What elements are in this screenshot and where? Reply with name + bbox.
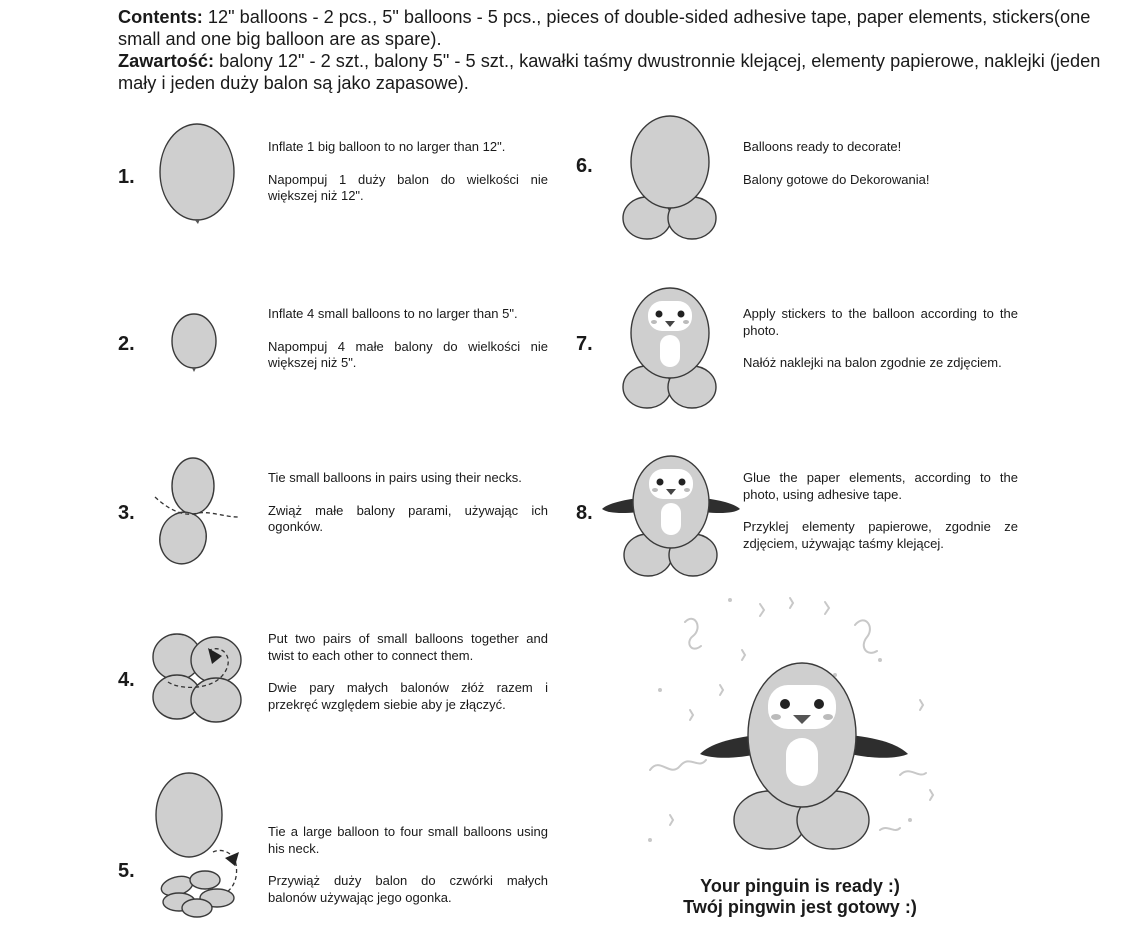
step-4-number: 4. — [118, 669, 135, 691]
step-2-number: 2. — [118, 333, 135, 355]
step-7-illustration — [620, 287, 720, 412]
step-2-pl: Napompuj 4 małe balony do wielkości nie większej niż 5". — [268, 338, 548, 370]
step-8-pl: Przyklej elementy papierowe, zgodnie ze zdjęciem, używając taśmy klejącej. — [743, 519, 1018, 551]
final-message-pl: Twój pingwin jest gotowy :) — [683, 897, 917, 917]
contents-en — [118, 6, 1128, 50]
contents-pl — [118, 50, 1128, 94]
step-4-illustration — [150, 630, 245, 725]
step-7-en: Apply stickers to the balloon according to the photo. — [743, 306, 1018, 338]
step-7-text — [743, 306, 1018, 388]
step-1-pl: Napompuj 1 duży balon do wielkości nie większej niż 12". — [268, 171, 548, 203]
final-message-en: Your pinguin is ready :) — [700, 876, 900, 896]
step-2-text — [268, 306, 548, 388]
step-4-text — [268, 631, 548, 729]
step-4-en: Put two pairs of small balloons together and twist to each other to connect them. — [268, 631, 548, 663]
step-8-illustration — [596, 455, 746, 580]
step-7-number: 7. — [576, 333, 593, 355]
step-5-pl: Przywiąż duży balon do czwórki małych balonów używając jego ogonka. — [268, 873, 548, 905]
step-6-illustration — [620, 115, 720, 245]
step-8-number: 8. — [576, 502, 593, 524]
step-3-en: Tie small balloons in pairs using their necks. — [268, 470, 522, 485]
step-2-en: Inflate 4 small balloons to no larger than 5". — [268, 306, 518, 321]
step-6-pl: Balony gotowe do Dekorowania! — [743, 171, 930, 187]
zawartosc-label: Zawartość: — [118, 51, 215, 71]
step-1-number: 1. — [118, 166, 135, 188]
step-3-pl: Zwiąż małe balony parami, używając ich ogonków. — [268, 502, 548, 534]
step-5-text — [268, 824, 548, 922]
step-8-en: Glue the paper elements, according to the photo, using adhesive tape. — [743, 470, 1018, 502]
contents-header — [118, 6, 1128, 94]
step-5-number: 5. — [118, 860, 135, 882]
step-4-pl: Dwie pary małych balonów złóż razem i przekręć względem siebie aby je złączyć. — [268, 680, 548, 712]
step-3-text — [268, 470, 548, 552]
step-8-text — [743, 470, 1018, 568]
step-3-illustration — [150, 455, 240, 565]
step-6-en: Balloons ready to decorate! — [743, 139, 902, 154]
step-5-en: Tie a large balloon to four small balloons using his neck. — [268, 824, 548, 856]
step-6-number: 6. — [576, 155, 593, 177]
final-penguin-illustration — [630, 590, 960, 870]
final-message — [620, 876, 980, 918]
step-2-illustration — [170, 313, 220, 375]
contents-text: 12" balloons - 2 pcs., 5" balloons - 5 pcs., pieces of double-sided adhesive tape, paper elements, stickers(one small and one big balloon are as spare). — [118, 7, 1091, 49]
step-1-illustration — [155, 125, 245, 225]
contents-label: Contents: — [118, 7, 203, 27]
step-5-illustration — [155, 770, 255, 920]
step-1-en: Inflate 1 big balloon to no larger than 12". — [268, 139, 506, 154]
step-7-pl: Nałóż naklejki na balon zgodnie ze zdjęciem. — [743, 355, 1002, 370]
step-6-text — [743, 139, 1018, 204]
zawartosc-text: balony 12" - 2 szt., balony 5" - 5 szt., kawałki taśmy dwustronnie klejącej, elementy papierowe, naklejki (jeden mały i jeden duży balon są jako zapasowe). — [118, 51, 1101, 93]
step-1-text — [268, 139, 548, 221]
step-3-number: 3. — [118, 502, 135, 524]
